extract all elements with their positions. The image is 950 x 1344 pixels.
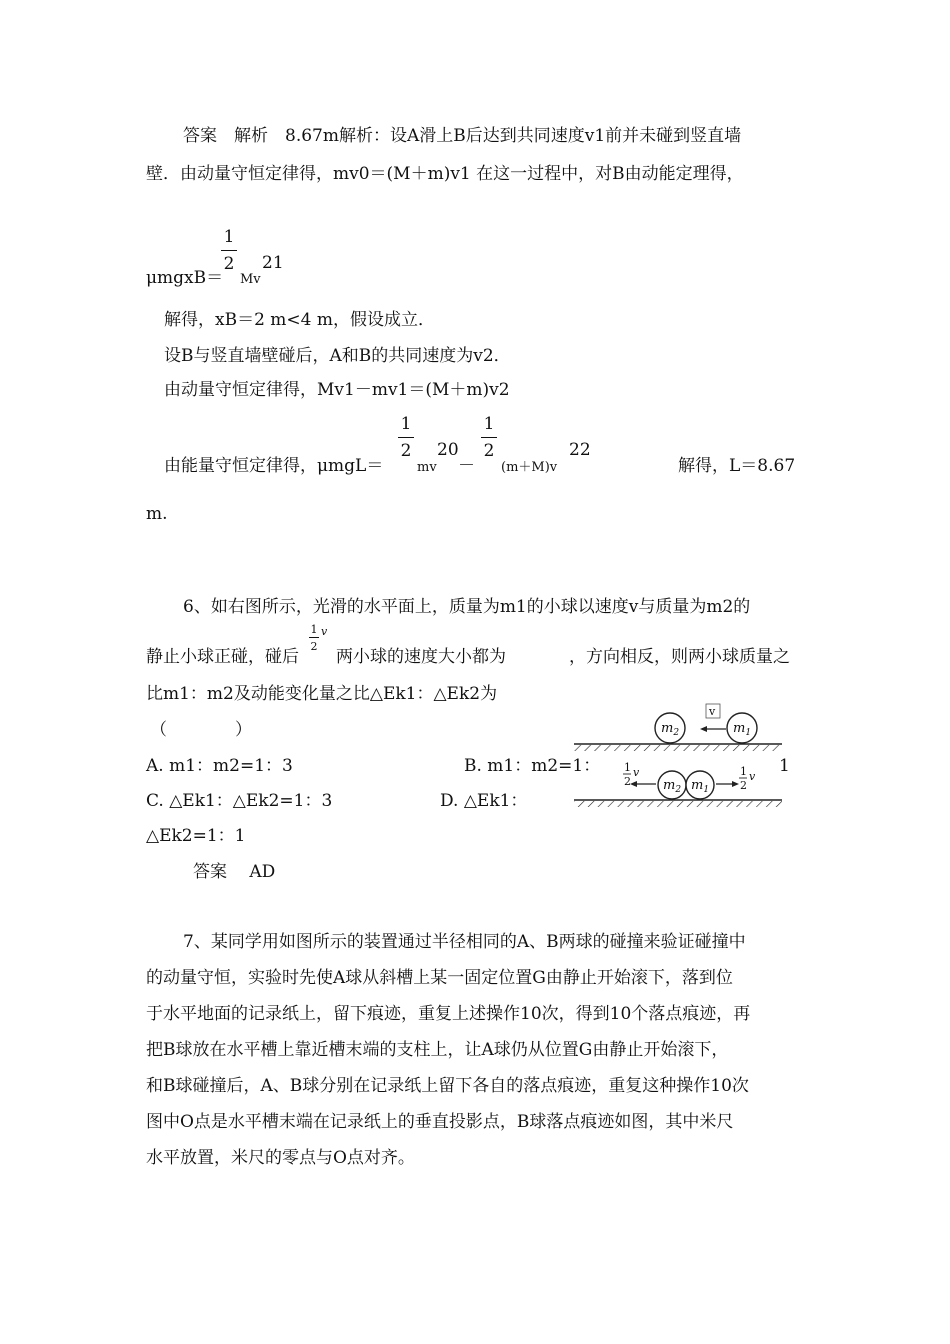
- collision-diagram: [560, 696, 790, 816]
- answer5-unit: m.: [146, 504, 168, 524]
- q6-line2a: 静止小球正碰，碰后: [146, 647, 299, 667]
- q6-option-b-tail: 1: [779, 756, 790, 776]
- q7-line-4: 把B球放在水平槽上靠近槽末端的支柱上，让A球仍从位置G由静止开始滚下，: [146, 1040, 729, 1060]
- answer5-momentum: 由动量守恒定律得，Mv1－mv1＝(M＋m)v2: [164, 380, 510, 400]
- q6-answer: 答案 AD: [193, 862, 276, 882]
- q6-option-d[interactable]: D. △Ek1：: [440, 791, 528, 811]
- answer5-eq1-mv: Mv: [240, 272, 261, 287]
- q6-line2b: 两小球的速度大小都为: [336, 647, 506, 667]
- answer5-energy-left: 由能量守恒定律得，μmgL＝: [164, 456, 384, 476]
- q6-option-a[interactable]: A. m1：m2=1：3: [146, 756, 293, 776]
- upper-velocity-arrowhead: [700, 726, 707, 732]
- lower-left-half-v: v: [633, 766, 640, 779]
- q6-option-c[interactable]: C. △Ek1：△Ek2=1：3: [146, 791, 333, 811]
- lower-right-arrowhead: [732, 781, 739, 787]
- lower-right-half-v: v: [749, 770, 756, 783]
- q6-paren: （ ）: [150, 720, 252, 740]
- answer5-eq1-fraction: 1 2: [221, 229, 237, 273]
- answer5-eq1-sup: 21: [262, 253, 284, 273]
- upper-ball-m1-label: $m_1$: [733, 721, 752, 738]
- upper-ball-m2-label: $m_2$: [661, 721, 680, 738]
- upper-ground-hatch: [574, 745, 782, 751]
- answer5-energy-sup2: 22: [569, 440, 591, 460]
- answer5-energy-fraction1: 1 2: [398, 416, 414, 460]
- q6-option-d-cont: △Ek2=1：1: [146, 826, 246, 846]
- q6-half-fraction: 1 2: [310, 623, 318, 653]
- answer5-eq1-left: μmgxB＝: [146, 268, 224, 288]
- q6-line1: 6、如右图所示，光滑的水平面上，质量为m1的小球以速度v与质量为m2的: [183, 597, 751, 617]
- q7-line-7: 水平放置，米尺的零点与O点对齐。: [146, 1148, 415, 1168]
- lower-left-half-den: 2: [624, 775, 631, 788]
- v-box-label: v: [709, 705, 716, 718]
- q7-line-5: 和B球碰撞后，A、B球分别在记录纸上留下各自的落点痕迹，重复这种操作10次: [146, 1076, 749, 1096]
- answer5-solve1: 解得，xB＝2 m<4 m，假设成立．: [164, 310, 436, 330]
- answer5-energy-mM: (m＋M)v: [501, 460, 558, 475]
- answer5-energy-mv: mv: [417, 460, 437, 475]
- q6-line2c: ，方向相反，则两小球质量之: [569, 647, 790, 667]
- q6-half-v: v: [321, 625, 328, 638]
- answer5-line2: 壁．由动量守恒定律得，mv0＝(M＋m)v1 在这一过程中，对B由动能定理得，: [146, 164, 744, 184]
- q7-line-2: 的动量守恒，实验时先使A球从斜槽上某一固定位置G由静止开始滚下，落到位: [146, 968, 733, 988]
- q6-line3: 比m1：m2及动能变化量之比△Ek1：△Ek2为: [146, 684, 498, 704]
- answer5-solve2: 解得，L＝8.67: [678, 456, 796, 476]
- q7-line-3: 于水平地面的记录纸上，留下痕迹，重复上述操作10次，得到10个落点痕迹，再: [146, 1004, 751, 1024]
- q6-option-b[interactable]: B. m1：m2=1：: [464, 756, 601, 776]
- lower-ball-m1-label: $m_1$: [691, 778, 710, 795]
- q7-line-1: 7、某同学用如图所示的装置通过半径相同的A、B两球的碰撞来验证碰撞中: [183, 932, 746, 952]
- answer5-energy-sup1: 20: [437, 440, 459, 460]
- lower-ball-m2-label: $m_2$: [663, 778, 682, 795]
- q7-line-6: 图中O点是水平槽末端在记录纸上的垂直投影点，B球落点痕迹如图，其中米尺: [146, 1112, 734, 1132]
- lower-right-half-num: 1: [740, 765, 747, 778]
- answer5-energy-fraction2: 1 2: [481, 416, 497, 460]
- answer5-energy-minus: －: [458, 456, 475, 476]
- answer5-line1: 答案 解析 8.67m解析：设A滑上B后达到共同速度v1前并未碰到竖直墙: [183, 126, 742, 146]
- answer5-assume: 设B与竖直墙壁碰后，A和B的共同速度为v2．: [164, 346, 511, 366]
- lower-left-half-num: 1: [624, 761, 631, 774]
- lower-right-half-den: 2: [740, 779, 747, 792]
- lower-ground-hatch: [574, 801, 782, 807]
- lower-left-arrowhead: [630, 781, 637, 787]
